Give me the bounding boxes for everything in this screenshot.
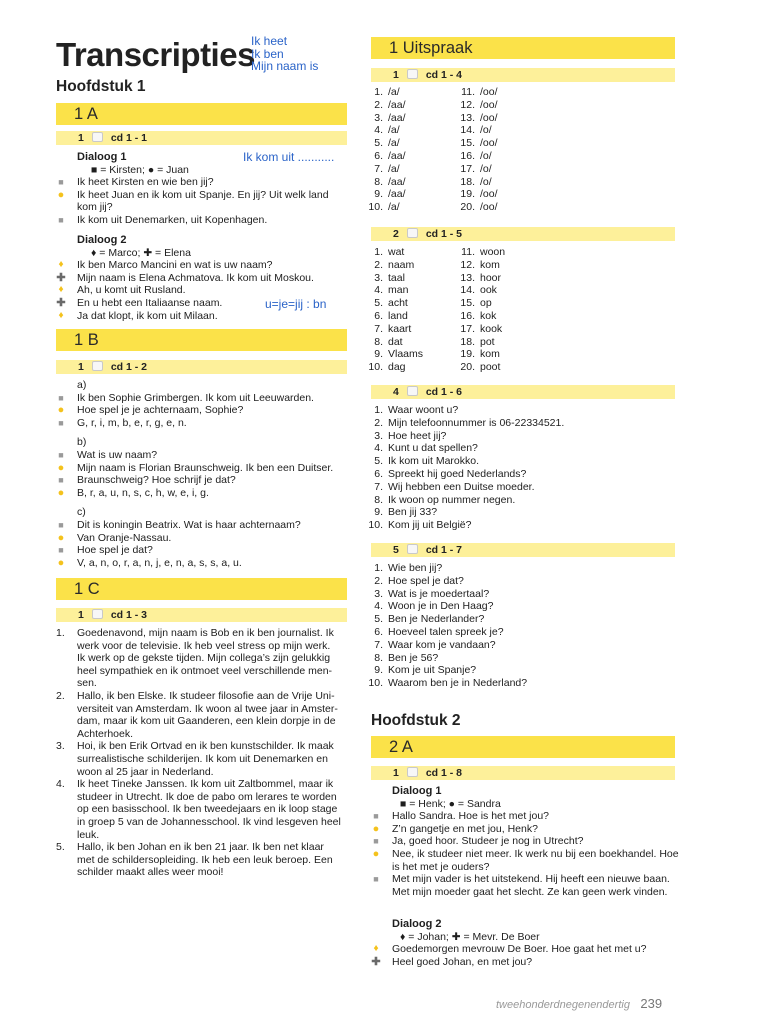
list-item-text: ook [480, 284, 497, 297]
dialogue-line: ● Z’n gangetje en met jou, Henk? [372, 822, 538, 835]
list-item-number: 3. [374, 111, 383, 124]
list-item-text: /o/ [480, 124, 492, 137]
plus-bullet-icon: ✚ [371, 955, 381, 968]
list-item-text: /oo/ [480, 98, 498, 111]
list-item [456, 284, 566, 297]
list-item [456, 137, 566, 150]
list-item [456, 336, 566, 349]
list-item-text: wat [388, 246, 405, 258]
list-item-text: /oo/ [480, 86, 498, 98]
list-item-text: Hoe heet jij? [388, 429, 447, 442]
monologue-paragraph: 3. Hoi, ik ben Erik Ortvad en ik ben kunstschilder. Ik maak surrealistische schilderijen. Ik kom uit Denemarken en woon al 25 jaar in Nederland. [56, 740, 334, 778]
dialogue-line: ■ Hallo Sandra. Hoe is het met jou? [371, 810, 681, 823]
list-item [364, 442, 684, 455]
list-item-text: Ik woon op nummer negen. [388, 493, 516, 506]
dialogue-cast: ■ = Kirsten; ● = Juan [91, 163, 189, 176]
dialogue-2a-2 [371, 918, 681, 968]
list-item-number: 10. [368, 361, 383, 374]
audio-bar-cd11: 1 cd 1 - 1 [56, 131, 347, 145]
list-item-text: /aa/ [388, 175, 406, 188]
list-item [364, 494, 684, 507]
monologue-paragraph: 1. Goedenavond, mijn naam is Bob en ik ben journalist. Ik werk voor de televisie. Ik heb veel stress op mijn werk. Ik werk op de gekste tijden. Mijn collega’s zijn gelukkig heel sympathiek en ik ontmoet veel verschillende men- sen. [56, 627, 334, 690]
list-item-text: /oo/ [480, 137, 498, 150]
note-line: Ik heet [251, 34, 288, 48]
list-item-number: 9. [374, 664, 383, 677]
list-item [456, 201, 566, 214]
page-footer [496, 995, 662, 1013]
dialogue-line: ● Hoe spel je je achternaam, Sophie? [57, 404, 244, 417]
dialogue-line: ■ Ik kom uit Denemarken, uit Kopenhagen. [56, 214, 341, 227]
square-bullet-icon: ■ [58, 214, 64, 225]
list-cd17 [364, 562, 684, 690]
audio-bar-cd16: 4 cd 1 - 6 [371, 385, 675, 399]
square-bullet-icon: ■ [58, 519, 64, 530]
list-item-number: 11. [461, 86, 475, 98]
list-item [456, 323, 566, 336]
dialogue-line: ● Ik heet Juan en ik kom uit Spanje. En jij? Uit welk land kom jij? [57, 188, 329, 214]
note-line: Mijn naam is [251, 59, 319, 73]
list-item [456, 259, 566, 272]
list-item-number: 8. [374, 493, 383, 506]
dot-bullet-icon: ● [57, 531, 65, 544]
dot-bullet-icon: ● [57, 188, 65, 201]
list-item [456, 310, 566, 323]
chapter-heading: Hoofdstuk 2 [371, 712, 461, 729]
list-item-text: Hoeveel talen spreek je? [388, 625, 504, 638]
list-item [456, 150, 566, 163]
list-item-text: kok [480, 309, 497, 322]
list-item-number: 16. [460, 149, 475, 162]
list-item [456, 163, 566, 176]
diamond-bullet-icon: ♦ [373, 943, 379, 955]
list-item-number: 14. [460, 284, 475, 297]
list-item [364, 600, 684, 613]
list-item-number: 8. [374, 335, 383, 348]
list-item-number: 6. [374, 467, 383, 480]
audio-icon [407, 544, 418, 554]
list-item [456, 86, 566, 99]
square-bullet-icon: ■ [58, 177, 64, 188]
list-item-number: 5. [374, 613, 383, 626]
list-item-text: Hoe spel je dat? [388, 574, 464, 587]
audio-icon [92, 609, 103, 619]
list-item-text: Ben jij 33? [388, 506, 438, 519]
list-item-number: 6. [374, 149, 383, 162]
list-item-text: dat [388, 335, 403, 348]
exercise-label: a) [77, 379, 87, 391]
list-item-text: Ik kom uit Marokko. [388, 455, 480, 468]
list-item-number: 4. [374, 600, 383, 613]
list-item-text: Waar kom je vandaan? [388, 638, 496, 651]
dot-bullet-icon: ● [57, 486, 65, 499]
list-item [364, 455, 684, 468]
list-item-text: Kunt u dat spellen? [388, 442, 478, 455]
audio-icon [407, 228, 418, 238]
list-cd14-right [456, 86, 566, 214]
list-item [364, 417, 684, 430]
square-bullet-icon: ■ [373, 811, 379, 822]
list-item-number: 13. [460, 111, 475, 124]
list-item-number: 7. [374, 480, 383, 493]
list-item-text: Spreekt hij goed Nederlands? [388, 467, 527, 480]
list-item-number: 20. [460, 361, 475, 374]
list-item-text: /aa/ [388, 188, 406, 201]
exercise-1b [56, 379, 341, 569]
list-item-number: 10. [368, 201, 383, 214]
list-item-number: 8. [374, 651, 383, 664]
list-item-number: 18. [460, 175, 475, 188]
list-item-number: 15. [460, 137, 475, 150]
square-bullet-icon: ■ [58, 449, 64, 460]
list-item-text: /aa/ [388, 149, 406, 162]
dialogue-line: ● Mijn naam is Florian Braunschweig. Ik ben een Duitser. [57, 461, 334, 474]
list-item [364, 575, 684, 588]
list-item-text: pot [480, 335, 495, 348]
list-item-text: man [388, 284, 409, 297]
list-item-number: 19. [460, 188, 475, 201]
list-item-number: 5. [374, 297, 383, 310]
list-item [456, 124, 566, 137]
dialogue-line: ♦ Goedemorgen mevrouw De Boer. Hoe gaat het met u? [371, 943, 681, 956]
list-item-text: Wat is je moedertaal? [388, 587, 490, 600]
section-bar-1c: 1 C [56, 578, 347, 600]
list-item [364, 626, 684, 639]
list-item-number: 1. [374, 246, 383, 258]
dialogue-line: ■ Met mijn vader is het uitstekend. Hij heeft een nieuwe baan. Met mijn moeder gaat het slecht. Ze kan geen werk vinden. [371, 873, 681, 898]
dialogue-line: ● Nee, ik studeer niet meer. Ik werk nu bij een boekhandel. Hoe is het met je ouders? [372, 847, 679, 873]
list-item [456, 176, 566, 189]
note-line: Ik ben [251, 46, 284, 61]
list-item-text: land [388, 309, 408, 322]
handwritten-note-komuit: Ik kom uit ........... [243, 150, 335, 164]
dot-bullet-icon: ● [57, 404, 65, 417]
list-item-number: 4. [374, 284, 383, 297]
dialogue-line: ♦ Ik ben Marco Mancini en wat is uw naam? [56, 259, 341, 272]
list-item-text: /o/ [480, 162, 492, 175]
dot-bullet-icon: ● [372, 847, 380, 860]
list-item [456, 348, 566, 361]
monologue-paragraph: 5. Hallo, ik ben Johan en ik ben 21 jaar. Ik ben net klaar met de schildersopleiding. Ik heb een leuk beroep. Een schilder maakt alles weer mooi! [56, 841, 333, 879]
list-item-number: 1. [374, 562, 383, 574]
audio-bar-cd14: 1 cd 1 - 4 [371, 68, 675, 82]
dialogue-line: ■ Ja, goed hoor. Studeer je nog in Utrecht? [371, 835, 681, 848]
list-cd16 [364, 404, 684, 532]
chapter-heading: Hoofdstuk 1 [56, 78, 146, 95]
square-bullet-icon: ■ [58, 417, 64, 428]
list-item-number: 17. [460, 162, 475, 175]
list-item-number: 5. [374, 455, 383, 468]
list-item-number: 10. [368, 519, 383, 532]
dialogue-line: ■ Dit is koningin Beatrix. Wat is haar achternaam? [56, 519, 341, 532]
list-item-text: Waar woont u? [388, 404, 459, 416]
audio-bar-cd13: 1 cd 1 - 3 [56, 608, 347, 622]
list-item-text: /aa/ [388, 111, 406, 124]
dialogue-2a-1 [371, 785, 681, 898]
list-item-number: 12. [460, 258, 475, 271]
list-item [456, 272, 566, 285]
section-bar-uitspraak: 1 Uitspraak [371, 37, 675, 59]
audio-icon [407, 767, 418, 777]
monologue-paragraph: 2. Hallo, ik ben Elske. Ik studeer filosofie aan de Vrije Uni- versiteit van Amsterdam. Ik woon al twee jaar in Amster- dam, maar ik kom uit Gaanderen, een klein dorpje in de Achterhoek. [56, 689, 338, 740]
list-item-text: hoor [480, 271, 502, 284]
list-item-number: 3. [374, 587, 383, 600]
handwritten-note-ujij: u=je=jij : bn [265, 297, 327, 311]
list-item [456, 246, 566, 259]
list-item [364, 652, 684, 665]
list-item [364, 664, 684, 677]
list-item-text: kom [480, 258, 500, 271]
list-item-text: Kom je uit Spanje? [388, 664, 477, 677]
page-number-words: tweehonderdnegenendertig [496, 999, 630, 1011]
audio-bar-cd17: 5 cd 1 - 7 [371, 543, 675, 557]
diamond-bullet-icon: ♦ [58, 309, 64, 321]
list-item [364, 562, 684, 575]
list-item-text: naam [388, 258, 415, 271]
list-item-text: Waarom ben je in Nederland? [388, 677, 528, 690]
list-item-text: /oo/ [480, 188, 498, 201]
dialogue-heading: Dialoog 2 [392, 918, 442, 930]
list-item-text: Wie ben jij? [388, 562, 443, 574]
list-item-number: 3. [374, 429, 383, 442]
list-cd15-right [456, 246, 566, 374]
list-item-number: 2. [374, 574, 383, 587]
monologues-1c [56, 627, 356, 879]
square-bullet-icon: ■ [58, 545, 64, 556]
list-item-number: 6. [374, 309, 383, 322]
audio-icon [407, 69, 418, 79]
list-item-number: 7. [374, 162, 383, 175]
list-item [456, 297, 566, 310]
list-item-number: 16. [460, 309, 475, 322]
dialogue-heading: Dialoog 1 [77, 151, 127, 163]
audio-icon [92, 132, 103, 142]
list-item-number: 17. [460, 322, 475, 335]
list-item [364, 430, 684, 443]
handwritten-note-intro [251, 35, 318, 73]
list-item-number: 2. [374, 258, 383, 271]
list-item-text: Mijn telefoonnummer is 06-22334521. [388, 416, 565, 429]
list-item-text: /a/ [388, 162, 400, 175]
dialogue-1a-1 [56, 151, 341, 227]
list-item-number: 7. [374, 322, 383, 335]
diamond-bullet-icon: ♦ [58, 259, 64, 271]
list-item-text: kom [480, 348, 500, 361]
list-item-number: 8. [374, 175, 383, 188]
list-item-number: 7. [374, 638, 383, 651]
list-item-text: Kom jij uit België? [388, 519, 472, 532]
list-item-number: 3. [374, 271, 383, 284]
list-item-number: 12. [460, 98, 475, 111]
dialogue-line: ■ Braunschweig? Hoe schrijf je dat? [56, 474, 341, 487]
plus-bullet-icon: ✚ [56, 296, 66, 309]
list-item-text: /a/ [388, 137, 400, 150]
dialogue-line: ● V, a, n, o, r, a, n, j, e, n, a, s, s, a, u. [57, 556, 242, 569]
dialogue-line: ✚ Heel goed Johan, en met jou? [371, 955, 533, 968]
page-title: Transcripties [56, 36, 255, 73]
dialogue-line: ♦ Ah, u komt uit Rusland. [56, 284, 341, 297]
exercise-label: b) [77, 436, 87, 449]
list-item-number: 2. [374, 98, 383, 111]
list-item-text: /a/ [388, 201, 400, 214]
list-item [364, 404, 684, 417]
square-bullet-icon: ■ [58, 392, 64, 403]
list-item-text: /o/ [480, 175, 492, 188]
section-bar-1a: 1 A [56, 103, 347, 125]
list-item [456, 99, 566, 112]
audio-bar-cd18: 1 cd 1 - 8 [371, 766, 675, 780]
square-bullet-icon: ■ [373, 836, 379, 847]
list-item [364, 519, 684, 532]
dialogue-line: ■ G, r, i, m, b, e, r, g, e, n. [56, 417, 341, 430]
list-item [364, 588, 684, 601]
dialogue-heading: Dialoog 1 [392, 785, 442, 797]
list-item [364, 639, 684, 652]
list-item [364, 468, 684, 481]
list-item-number: 1. [374, 86, 383, 98]
dialogue-cast: ♦ = Marco; ✚ = Elena [91, 246, 191, 259]
list-item-text: /a/ [388, 86, 400, 98]
list-item [364, 677, 684, 690]
list-item-number: 19. [460, 348, 475, 361]
dialogue-line: ● B, r, a, u, n, s, c, h, w, e, i, g. [57, 486, 209, 499]
list-item [456, 188, 566, 201]
list-item-text: kook [480, 322, 503, 335]
list-item-number: 9. [374, 188, 383, 201]
list-item-text: taal [388, 271, 405, 284]
list-item [456, 112, 566, 125]
square-bullet-icon: ■ [373, 874, 379, 885]
list-item [364, 613, 684, 626]
list-item-text: /aa/ [388, 98, 406, 111]
audio-icon [407, 386, 418, 396]
list-item-text: Vlaams [388, 348, 424, 361]
list-item-number: 11. [461, 246, 475, 258]
list-item-text: dag [388, 361, 406, 374]
dialogue-line: ✚ En u hebt een Italiaanse naam. [56, 296, 223, 309]
section-bar-2a: 2 A [371, 736, 675, 758]
dialogue-cast: ■ = Henk; ● = Sandra [400, 797, 501, 810]
monologue-paragraph: 4. Ik heet Tineke Janssen. Ik kom uit Zaltbommel, maar ik studeer in Utrecht. Ik doe de pabo om lerares te worden op een basisschool. Ik ben tweedejaars en ik loop stage in groep 5 van de Johannesschool. Ik vind lesgeven heel leuk. [56, 778, 341, 841]
audio-icon [92, 361, 103, 371]
list-item-text: Ben je 56? [388, 651, 439, 664]
diamond-bullet-icon: ♦ [58, 284, 64, 296]
plus-bullet-icon: ✚ [56, 271, 66, 284]
list-item-text: acht [388, 297, 408, 310]
list-item-number: 18. [460, 335, 475, 348]
list-item [456, 361, 566, 374]
list-item [364, 506, 684, 519]
page-number: 239 [640, 996, 663, 1011]
list-item-number: 13. [460, 271, 475, 284]
list-item-text: /a/ [388, 124, 400, 137]
list-item-number: 9. [374, 506, 383, 519]
list-item-number: 4. [374, 124, 383, 137]
list-item-number: 9. [374, 348, 383, 361]
list-item-text: /o/ [480, 149, 492, 162]
list-item-text: /oo/ [480, 201, 498, 214]
list-item-text: Wij hebben een Duitse moeder. [388, 480, 535, 493]
dot-bullet-icon: ● [57, 556, 65, 569]
dialogue-line: ■ Ik ben Sophie Grimbergen. Ik kom uit Leeuwarden. [56, 392, 341, 405]
exercise-label: c) [77, 506, 86, 519]
dot-bullet-icon: ● [372, 822, 380, 835]
list-item-number: 1. [374, 404, 383, 416]
dialogue-cast: ♦ = Johan; ✚ = Mevr. De Boer [400, 930, 540, 943]
audio-bar-cd15: 2 cd 1 - 5 [371, 227, 675, 241]
list-item-text: /oo/ [480, 111, 498, 124]
dialogue-heading: Dialoog 2 [77, 234, 127, 246]
square-bullet-icon: ■ [58, 475, 64, 486]
list-item-number: 20. [460, 201, 475, 214]
list-item-number: 6. [374, 625, 383, 638]
dialogue-line: ● Van Oranje-Nassau. [57, 531, 172, 544]
list-item-text: woon [480, 246, 506, 258]
list-item-number: 15. [460, 297, 475, 310]
list-item-text: op [480, 297, 492, 310]
list-item [364, 481, 684, 494]
dialogue-line: ■ Wat is uw naam? [56, 449, 341, 462]
dialogue-line: ■ Hoe spel je dat? [56, 544, 341, 557]
dialogue-line: ✚ Mijn naam is Elena Achmatova. Ik kom uit Moskou. [56, 271, 314, 284]
list-item-number: 14. [460, 124, 475, 137]
dialogue-line: ♦ Ja dat klopt, ik kom uit Milaan. [56, 310, 341, 323]
section-bar-1b: 1 B [56, 329, 347, 351]
list-item-number: 10. [368, 677, 383, 690]
dialogue-line: ■ Ik heet Kirsten en wie ben jij? [56, 176, 341, 189]
list-item-number: 2. [374, 416, 383, 429]
list-item-text: poot [480, 361, 501, 374]
list-item-number: 5. [374, 137, 383, 150]
dot-bullet-icon: ● [57, 461, 65, 474]
audio-bar-cd12: 1 cd 1 - 2 [56, 360, 347, 374]
list-item-text: Ben je Nederlander? [388, 613, 485, 626]
list-item-number: 4. [374, 442, 383, 455]
list-item-text: kaart [388, 322, 412, 335]
list-item-text: Woon je in Den Haag? [388, 600, 494, 613]
